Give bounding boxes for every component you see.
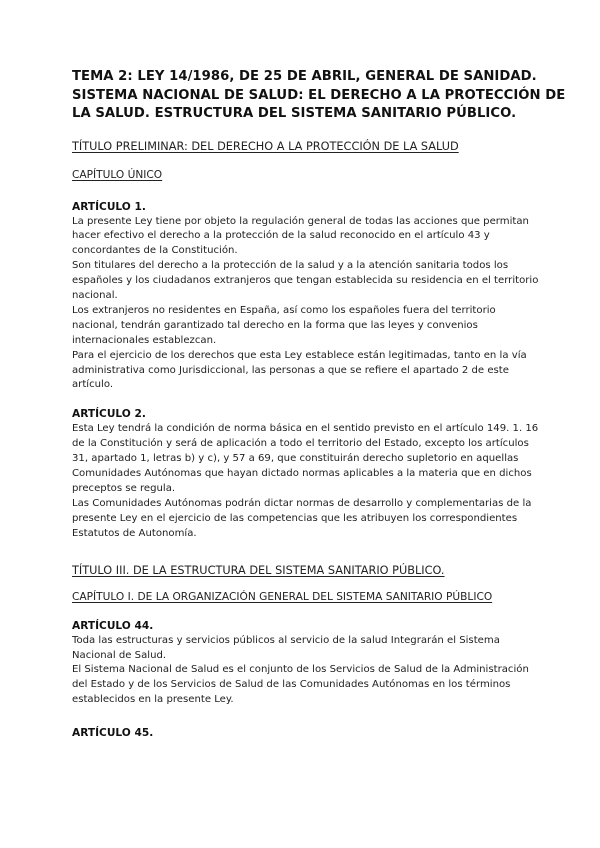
text-line: Las Comunidades Autónomas podrán dictar normas de desarrollo y complementarias de la xyxy=(72,497,532,509)
document-title xyxy=(72,68,566,124)
articulo-1-paragraph-4 xyxy=(72,349,532,394)
text-line: presente Ley en el ejercicio de las competencias que les atribuyen los correspondientes xyxy=(72,512,518,524)
text-line: Son titulares del derecho a la protección de la salud y a la atención sanitaria todos los xyxy=(72,260,509,272)
title-line: TEMA 2: LEY 14/1986, DE 25 DE ABRIL, GENERAL DE SANIDAD. xyxy=(72,69,537,84)
articulo-44-paragraph-2 xyxy=(72,663,532,708)
articulo-2-paragraph-2 xyxy=(72,497,532,542)
text-line: establecidos en la presente Ley. xyxy=(72,694,234,706)
text-line: administrativa como Jurisdiccional, las personas a que se refiere el apartado 2 de este xyxy=(72,364,509,376)
capitulo-i-heading: CAPÍTULO I. DE LA ORGANIZACIÓN GENERAL DEL SISTEMA SANITARIO PÚBLICO xyxy=(72,590,493,603)
capitulo-unico-heading: CAPÍTULO ÚNICO xyxy=(72,168,163,181)
title-line: SISTEMA NACIONAL DE SALUD: EL DERECHO A LA PROTECCIÓN DE xyxy=(72,87,566,103)
titulo-preliminar-heading: TÍTULO PRELIMINAR: DEL DERECHO A LA PROTECCIÓN DE LA SALUD xyxy=(72,139,459,153)
text-line: La presente Ley tiene por objeto la regulación general de todas las acciones que permitan xyxy=(72,215,529,227)
text-line: concordantes de la Constitución. xyxy=(72,245,238,257)
text-line: Toda las estructuras y servicios públicos al servicio de la salud Integrarán el Sistema xyxy=(72,634,500,646)
text-line: del Estado y de los Servicios de Salud de las Comunidades Autónomas en los términos xyxy=(72,679,511,691)
articulo-1-title: ARTÍCULO 1. xyxy=(72,200,146,213)
articulo-2-paragraph-1 xyxy=(72,422,539,497)
text-line: Para el ejercicio de los derechos que esta Ley establece están legitimadas, tanto en la vía xyxy=(72,349,527,361)
articulo-45-title: ARTÍCULO 45. xyxy=(72,727,154,740)
text-line: Estatutos de Autonomía. xyxy=(72,527,197,539)
text-line: nacional. xyxy=(72,290,118,302)
articulo-44 xyxy=(72,619,532,709)
text-line: 31, apartado 1, letras b) y c), y 57 a 69, que constituirán derecho supletorio en aquellas xyxy=(72,453,519,465)
articulo-44-paragraph-1 xyxy=(72,634,532,664)
title-line: LA SALUD. ESTRUCTURA DEL SISTEMA SANITARIO PÚBLICO. xyxy=(72,106,517,121)
text-line: españoles y los ciudadanos extranjeros que tengan establecida su residencia en el territorio xyxy=(72,275,539,287)
text-line: Comunidades Autónomas que hayan dictado normas aplicables a la materia que en dichos xyxy=(72,468,532,480)
articulo-2-title: ARTÍCULO 2. xyxy=(72,408,146,421)
text-line: nacional, tendrán garantizado tal derecho en la forma que las leyes y convenios xyxy=(72,319,478,331)
text-line: hacer efectivo el derecho a la protección de la salud reconocido en el artículo 43 y xyxy=(72,230,490,242)
articulo-1-paragraph-3 xyxy=(72,304,532,349)
articulo-1 xyxy=(72,200,539,394)
text-line: Los extranjeros no residentes en España, así como los españoles fuera del territorio xyxy=(72,304,496,316)
document-page xyxy=(72,68,566,741)
text-line: El Sistema Nacional de Salud es el conjunto de los Servicios de Salud de la Administración xyxy=(72,664,529,676)
articulo-1-paragraph-2 xyxy=(72,259,539,304)
text-line: Esta Ley tendrá la condición de norma básica en el sentido previsto en el artículo 149. 1. 16 xyxy=(72,423,539,435)
text-line: preceptos se regula. xyxy=(72,483,176,494)
text-line: artículo. xyxy=(72,379,114,391)
articulo-1-paragraph-1 xyxy=(72,215,532,260)
titulo-iii-heading: TÍTULO III. DE LA ESTRUCTURA DEL SISTEMA SANITARIO PÚBLICO. xyxy=(72,563,445,577)
articulo-2 xyxy=(72,407,539,541)
articulo-44-title: ARTÍCULO 44. xyxy=(72,619,154,632)
articulo-45 xyxy=(72,726,532,741)
text-line: Nacional de Salud. xyxy=(72,649,167,661)
text-line: de la Constitución y será de aplicación a todo el territorio del Estado, excepto los artículos xyxy=(72,438,529,450)
text-line: internacionales establezcan. xyxy=(72,334,217,346)
